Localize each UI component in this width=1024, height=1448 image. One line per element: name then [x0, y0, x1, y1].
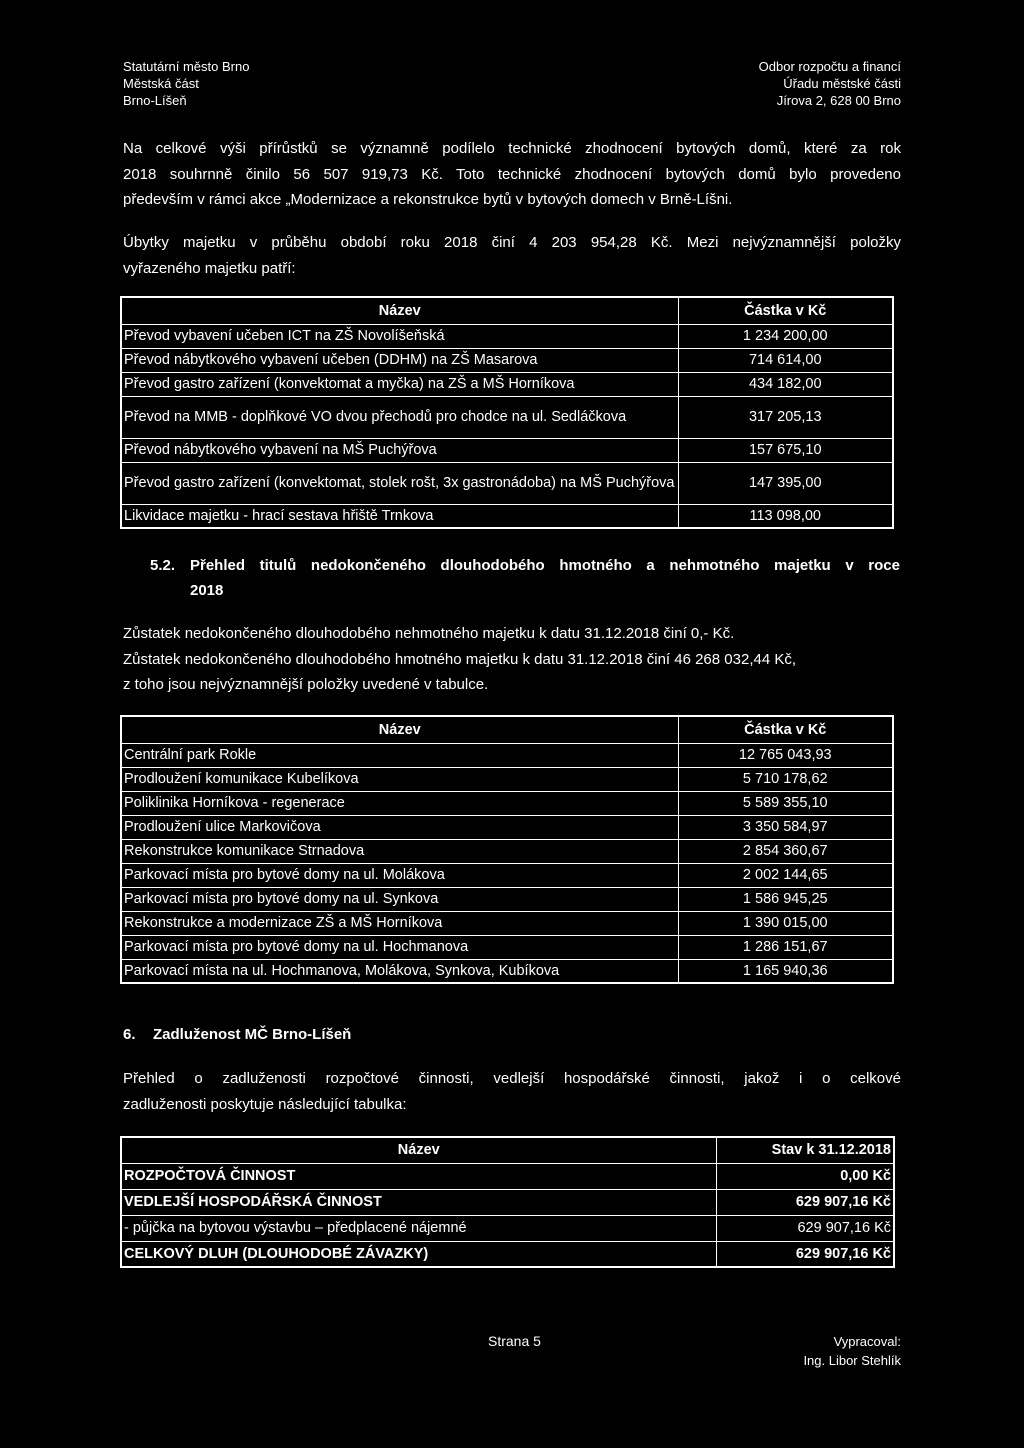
header-district-label: Městská část — [123, 76, 199, 91]
row-name: Rekonstrukce komunikace Strnadova — [121, 839, 678, 863]
header-district: Brno-Líšeň — [123, 93, 187, 108]
section6-number: 6. — [123, 1026, 136, 1043]
row-name: Centrální park Rokle — [121, 743, 678, 767]
disposals-table — [120, 296, 894, 529]
row-name: Likvidace majetku - hrací sestava hřiště Trnkova — [121, 504, 678, 528]
table-header-row — [121, 716, 893, 743]
table-row — [121, 1241, 894, 1267]
column-header-name: Název — [121, 1137, 716, 1163]
row-name: Rekonstrukce a modernizace ZŠ a MŠ Horníkova — [121, 911, 678, 935]
row-amount: 714 614,00 — [678, 348, 893, 372]
row-amount: 2 002 144,65 — [678, 863, 893, 887]
header-city: Statutární město Brno — [123, 59, 250, 74]
section6-title: Zadluženost MČ Brno-Líšeň — [153, 1026, 352, 1043]
table-row — [121, 791, 893, 815]
section-number: 5.2. — [150, 557, 176, 574]
table-row — [121, 959, 893, 983]
table-row — [121, 372, 893, 396]
section52-line: Zůstatek nedokončeného dlouhodobého hmotného majetku k datu 31.12.2018 činí 46 268 032,44 Kč, — [123, 650, 797, 668]
table-row — [121, 438, 893, 462]
table-row — [121, 815, 893, 839]
row-name: Poliklinika Horníkova - regenerace — [121, 791, 678, 815]
row-name: Parkovací místa pro bytové domy na ul. Hochmanova — [121, 935, 678, 959]
table-row — [121, 462, 893, 504]
debt-table — [120, 1136, 895, 1268]
row-name: Parkovací místa pro bytové domy na ul. Molákova — [121, 863, 678, 887]
row-name: - půjčka na bytovou výstavbu – předplacené nájemné — [121, 1215, 716, 1241]
intro-p2-line: vyřazeného majetku patří: — [123, 259, 296, 277]
section-title-line: Přehled titulů nedokončeného dlouhodobého hmotného a nehmotného majetku v roce — [190, 557, 900, 574]
row-name: Převod gastro zařízení (konvektomat a myčka) na ZŠ a MŠ Horníkova — [121, 372, 678, 396]
column-header-status: Stav k 31.12.2018 — [716, 1137, 894, 1163]
table-row — [121, 1215, 894, 1241]
intro-paragraph-1 — [123, 136, 901, 213]
row-name: CELKOVÝ DLUH (DLOUHODOBÉ ZÁVAZKY) — [121, 1241, 716, 1267]
table-row — [121, 348, 893, 372]
column-header-amount: Částka v Kč — [678, 716, 893, 743]
prepared-by-name: Ing. Libor Stehlík — [803, 1353, 901, 1368]
row-amount: 434 182,00 — [678, 372, 893, 396]
prepared-by-block — [803, 1332, 901, 1370]
table-row — [121, 743, 893, 767]
row-name: Parkovací místa pro bytové domy na ul. Synkova — [121, 887, 678, 911]
row-name: Převod vybavení učeben ICT na ZŠ Novolíšeňská — [121, 324, 678, 348]
row-amount: 629 907,16 Kč — [716, 1189, 894, 1215]
column-header-name: Název — [121, 297, 678, 324]
header-department: Odbor rozpočtu a financí — [758, 59, 901, 74]
section6-line: Přehled o zadluženosti rozpočtové činnosti, vedlejší hospodářské činnosti, jakož i o celkové — [123, 1070, 901, 1087]
row-name: Prodloužení ulice Markovičova — [121, 815, 678, 839]
section-title — [190, 553, 900, 603]
intro-p1-line: především v rámci akce „Modernizace a rekonstrukce bytů v bytových domech v Brně-Líšni. — [123, 191, 733, 208]
table-row — [121, 504, 893, 528]
row-name: Převod na MMB - doplňkové VO dvou přechodů pro chodce na ul. Sedláčkova — [121, 396, 678, 438]
table-row — [121, 767, 893, 791]
prepared-by-label: Vypracoval: — [833, 1334, 901, 1349]
intro-p1-line: Na celkové výši přírůstků se významně podílelo technické zhodnocení bytových domů, které za rok — [123, 140, 901, 157]
row-amount: 629 907,16 Kč — [716, 1215, 894, 1241]
table-row — [121, 911, 893, 935]
section52-paragraph — [123, 621, 901, 698]
row-amount: 0,00 Kč — [716, 1163, 894, 1189]
row-name: Převod nábytkového vybavení na MŠ Puchýřova — [121, 438, 678, 462]
row-amount: 1 165 940,36 — [678, 959, 893, 983]
row-amount: 1 390 015,00 — [678, 911, 893, 935]
table-row — [121, 396, 893, 438]
table-row — [121, 887, 893, 911]
row-amount: 5 710 178,62 — [678, 767, 893, 791]
unfinished-assets-table — [120, 715, 894, 984]
table-row — [121, 324, 893, 348]
table-row — [121, 1189, 894, 1215]
header-left — [123, 58, 249, 109]
row-name: Prodloužení komunikace Kubelíkova — [121, 767, 678, 791]
intro-p2-line: Úbytky majetku v průběhu období roku 2018 činí 4 203 954,28 Kč. Mezi nejvýznamnější položky — [123, 234, 901, 251]
section-title-line: 2018 — [190, 582, 224, 599]
table-header-row — [121, 297, 893, 324]
page-number: Strana 5 — [488, 1333, 541, 1349]
row-name: Převod nábytkového vybavení učeben (DDHM) na ZŠ Masarova — [121, 348, 678, 372]
table-row — [121, 1163, 894, 1189]
row-amount: 629 907,16 Kč — [716, 1241, 894, 1267]
row-name: ROZPOČTOVÁ ČINNOST — [121, 1163, 716, 1189]
row-amount: 5 589 355,10 — [678, 791, 893, 815]
section52-line: Zůstatek nedokončeného dlouhodobého nehmotného majetku k datu 31.12.2018 činí 0,- Kč. — [123, 625, 735, 642]
intro-paragraph-2 — [123, 230, 901, 281]
row-amount: 113 098,00 — [678, 504, 893, 528]
column-header-name: Název — [121, 716, 678, 743]
table-row — [121, 935, 893, 959]
intro-p1-line: 2018 souhrnně činilo 56 507 919,73 Kč. Toto technické zhodnocení bytových domů bylo provedeno — [123, 165, 901, 183]
header-office: Úřadu městské části — [783, 76, 901, 91]
row-amount: 2 854 360,67 — [678, 839, 893, 863]
table-header-row — [121, 1137, 894, 1163]
row-amount: 12 765 043,93 — [678, 743, 893, 767]
row-name: VEDLEJŠÍ HOSPODÁŘSKÁ ČINNOST — [121, 1189, 716, 1215]
section52-line: z toho jsou nejvýznamnější položky uvedené v tabulce. — [123, 676, 489, 693]
row-amount: 3 350 584,97 — [678, 815, 893, 839]
column-header-amount: Částka v Kč — [678, 297, 893, 324]
section6-paragraph — [123, 1066, 901, 1117]
header-address: Jírova 2, 628 00 Brno — [776, 93, 901, 108]
row-amount: 317 205,13 — [678, 396, 893, 438]
row-amount: 1 586 945,25 — [678, 887, 893, 911]
row-name: Převod gastro zařízení (konvektomat, stolek rošt, 3x gastronádoba) na MŠ Puchýřova — [121, 462, 678, 504]
row-amount: 1 234 200,00 — [678, 324, 893, 348]
header-right — [759, 58, 901, 109]
row-amount: 157 675,10 — [678, 438, 893, 462]
table-row — [121, 863, 893, 887]
row-amount: 1 286 151,67 — [678, 935, 893, 959]
row-name: Parkovací místa na ul. Hochmanova, Molákova, Synkova, Kubíkova — [121, 959, 678, 983]
row-amount: 147 395,00 — [678, 462, 893, 504]
table-row — [121, 839, 893, 863]
section6-line: zadluženosti poskytuje následující tabulka: — [123, 1095, 407, 1113]
